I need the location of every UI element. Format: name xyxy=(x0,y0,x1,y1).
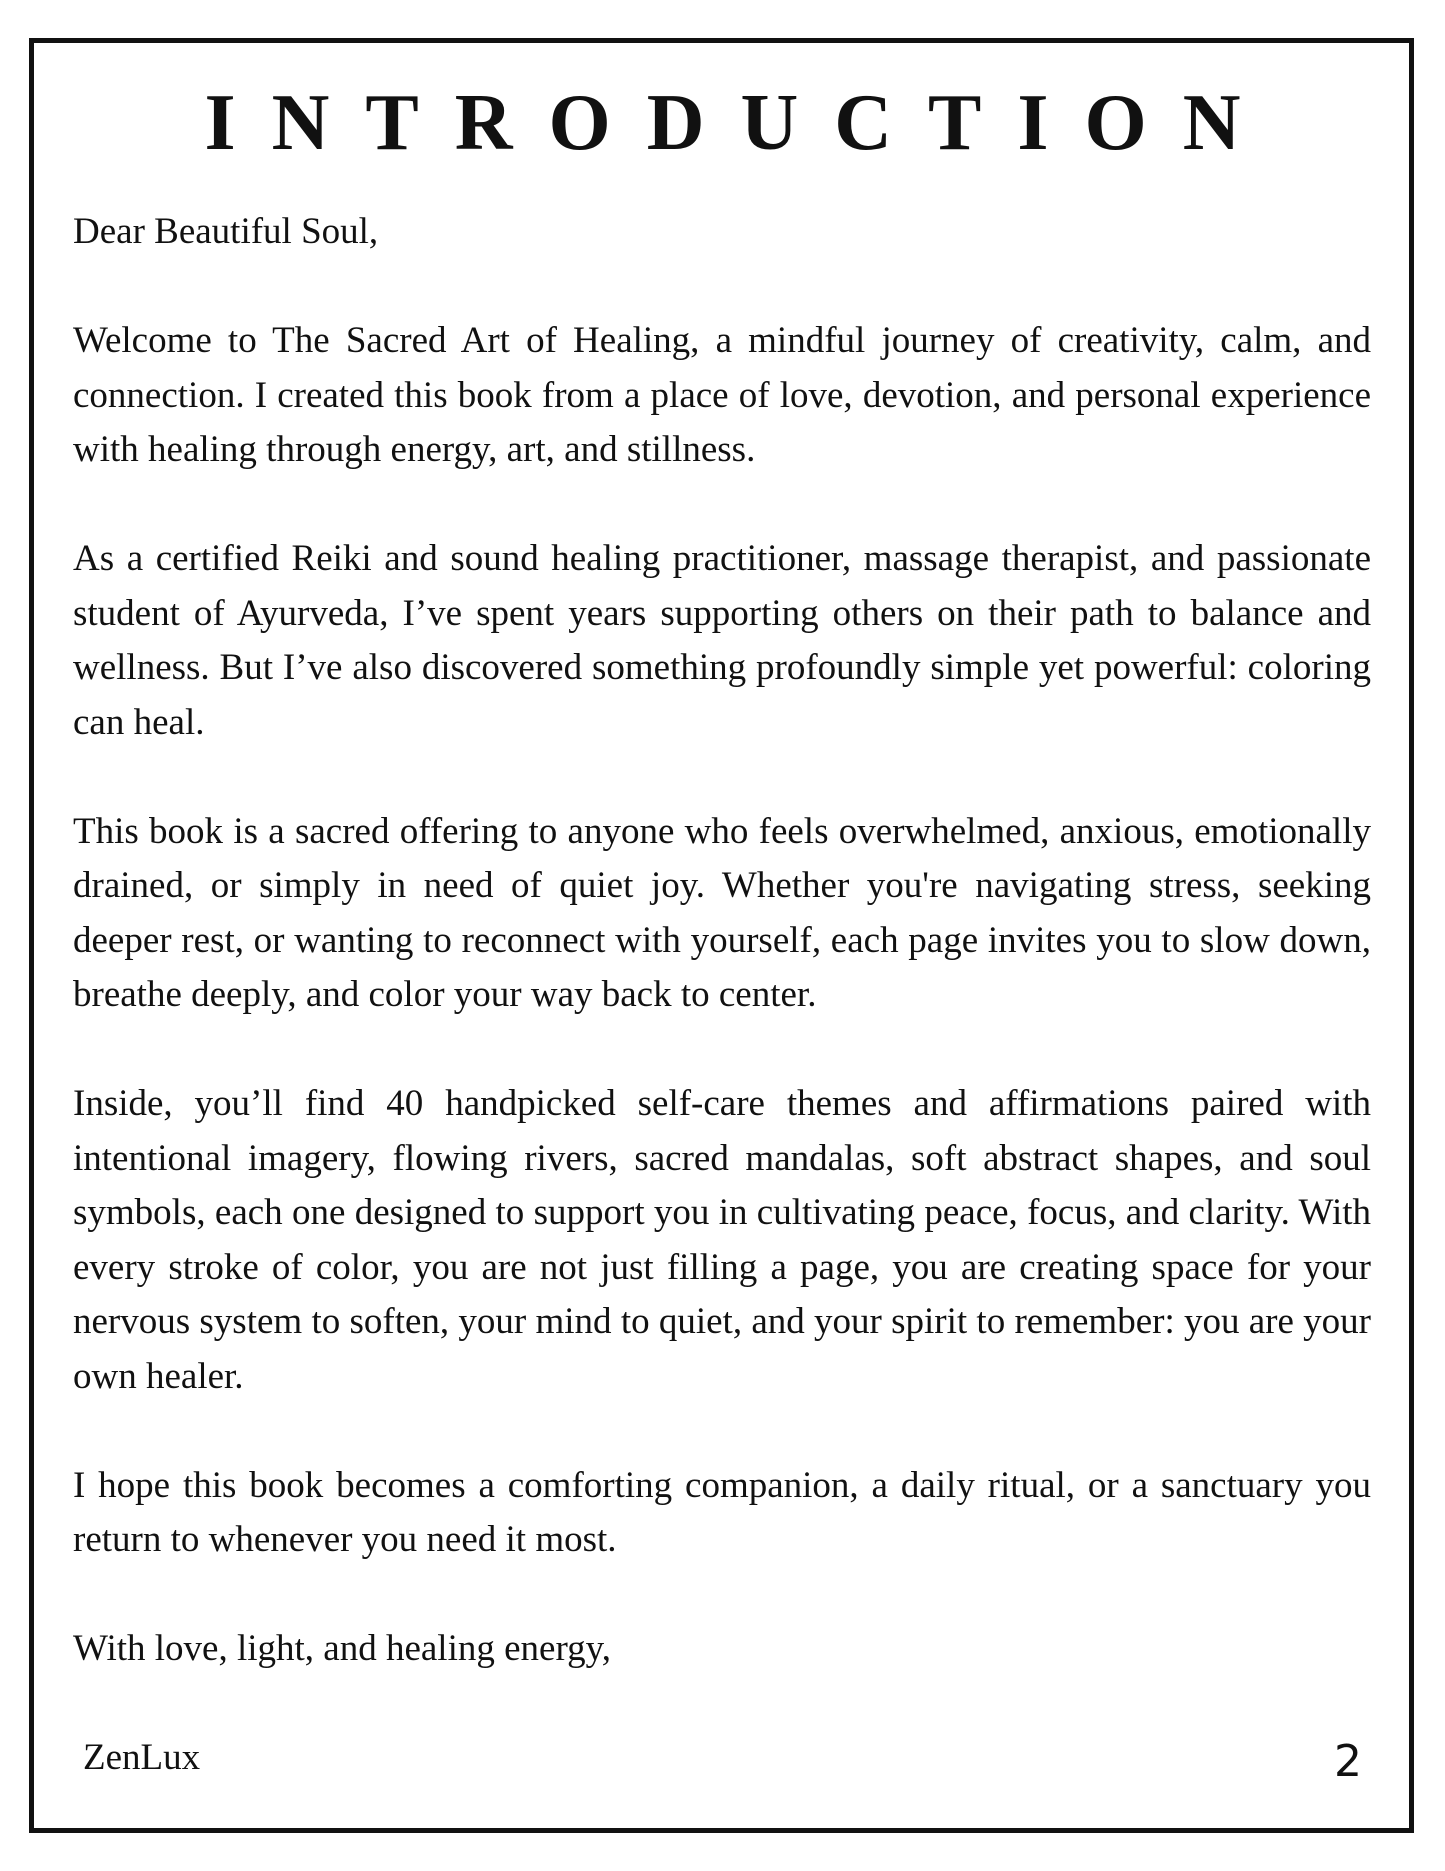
signature: ZenLux xyxy=(83,1737,201,1778)
paragraph-welcome: Welcome to The Sacred Art of Healing, a mindful journey of creativity, calm, and connection. I created this book from a place of love, devotion, and personal experience with healing through energy, art, and stillness. xyxy=(73,320,1371,470)
paragraph-hope: I hope this book becomes a comforting companion, a daily ritual, or a sanctuary you return to whenever you need it most. xyxy=(73,1464,1371,1560)
greeting: Dear Beautiful Soul, xyxy=(73,211,379,252)
paragraph-inside: Inside, you’ll find 40 handpicked self-care themes and affirmations paired with intentional imagery, flowing rivers, sacred mandalas, soft abstract shapes, and soul symbols, each one designed to support you in cultivating peace, focus, and clarity. With every stroke of color, you are not just filling a page, you are creating space for your nervous system to soften, your mind to quiet, and your spirit to remember: you are your own healer. xyxy=(73,1083,1371,1397)
paragraph-offering: This book is a sacred offering to anyone who feels overwhelmed, anxious, emotionally drained, or simply in need of quiet joy. Whether you're navigating stress, seeking deeper rest, or wanting to reconnect with yourself, each page invites you to slow down, breathe deeply, and color your way back to center. xyxy=(73,810,1371,1015)
signoff: With love, light, and healing energy, xyxy=(73,1628,611,1669)
paragraph-background: As a certified Reiki and sound healing practitioner, massage therapist, and passionate student of Ayurveda, I’ve spent years supporting others on their path to balance and wellness. But I’ve also discovered something profoundly simple yet powerful: coloring can heal. xyxy=(73,538,1371,743)
letter-body xyxy=(73,205,1371,1840)
page-number: 2 xyxy=(1334,1736,1362,1787)
page-title: INTRODUCTION xyxy=(204,79,1277,167)
